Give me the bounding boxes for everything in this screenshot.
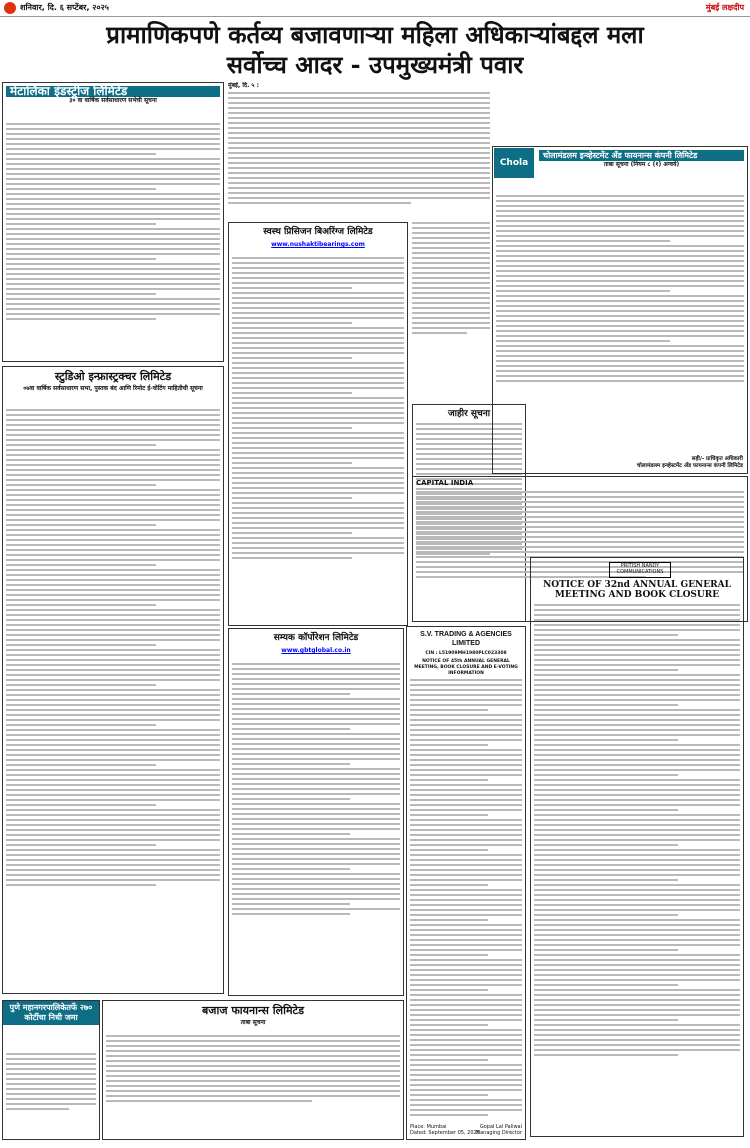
bajaj-title: बजाज फायनान्स लिमिटेड (202, 1004, 304, 1017)
pune-headline: पुणे महानगरपालिकेतर्फे २७० कोटींचा निधी जमा (3, 1001, 99, 1025)
chola-body (496, 195, 744, 385)
swastik-title: स्वस्थ प्रिसिजन बिअरिंग्ज लिमिटेड (263, 227, 373, 237)
swastik-body (232, 257, 404, 562)
bajaj-ad (102, 1000, 404, 1140)
studio-body (6, 409, 220, 889)
pritish-nandy-notice (530, 557, 744, 1137)
sv-trading-title: S.V. TRADING & AGENCIES LIMITED (420, 631, 512, 647)
page-headline (0, 20, 750, 80)
sv-trading-subtitle: NOTICE OF 45th ANNUAL GENERAL MEETING, BOOK CLOSURE AND E-VOTING INFORMATION (414, 659, 518, 676)
article-text (228, 82, 490, 222)
pritish-nandy-logo: PRITISH NANDY COMMUNICATIONS (609, 562, 671, 578)
pune-body (6, 1053, 96, 1113)
public-notice-title: जाहीर सूचना (447, 409, 491, 419)
article-dateline: मुंबई, दि. ५ : (228, 82, 260, 89)
bajaj-body (106, 1035, 400, 1105)
sv-trading-place: Place: Mumbai (410, 1124, 447, 1130)
newspaper-logo-icon (4, 2, 16, 14)
studio-subtitle: ०७वा वार्षिक सर्वसाधारण सभा, पुस्तक बंद आणि रिमोट ई-वोटिंग माहितीची सूचना (23, 385, 203, 392)
sv-trading-signer-role: Managing Director (475, 1130, 522, 1136)
studio-ad (2, 366, 224, 994)
chola-company-short: चोलामंडलम इन्व्हेस्टमेंट अँड फायनान्स कंपनी लिमिटेड (636, 463, 743, 469)
sanmyak-title: सम्यक कॉर्पोरेशन लिमिटेड (273, 633, 359, 643)
sanmyak-ad (228, 628, 404, 996)
headline-line-2: सर्वोच्च आदर - उपमुख्यमंत्री पवार (226, 50, 524, 79)
chola-logo: Chola (494, 148, 534, 178)
swastik-ad (228, 222, 408, 626)
swastik-url: www.nushaktibearings.com (271, 241, 365, 248)
sv-trading-footer-right (476, 1124, 522, 1136)
sv-trading-date: Dated: September 05, 2025 (410, 1130, 480, 1136)
issue-date: शनिवार, दि. ६ सप्टेंबर, २०२५ (20, 3, 109, 12)
metalica-subtitle: ३० वा वार्षिक सर्वसाधारण सभेची सूचना (69, 97, 157, 104)
pune-news-box (2, 1000, 100, 1140)
metalica-body (6, 123, 220, 323)
capital-logo: CAPITAL INDIA (416, 479, 474, 487)
chola-ad (492, 146, 748, 474)
bajaj-subtitle: ताबा सूचना (240, 1019, 266, 1026)
metalica-ad (2, 82, 224, 362)
pritish-nandy-title: NOTICE OF 32nd ANNUAL GENERAL MEETING AND BOOK CLOSURE (543, 580, 731, 600)
studio-title: स्टुडिओ इन्फ्रास्ट्रक्चर लिमिटेड (54, 370, 172, 383)
metalica-title: मेटालिका इंडस्ट्रीज लिमिटेड (6, 86, 220, 97)
sanmyak-url: www.gbtglobal.co.in (281, 647, 351, 654)
sv-trading-signer: Gopal Lal Paliwal (479, 1124, 522, 1130)
chola-signatory: सही/- प्राधिकृत अधिकारी (691, 456, 743, 462)
pritish-nandy-body (534, 604, 740, 1059)
headline-line-1: प्रामाणिकपणे कर्तव्य बजावणाऱ्या महिला अधिकाऱ्यांबद्दल मला (106, 20, 644, 49)
chola-title: चोलामंडलम इन्व्हेस्टमेंट अँड फायनान्स कंपनी लिमिटेड (539, 150, 744, 161)
sv-trading-ad (406, 626, 526, 1140)
sv-trading-footer-left (410, 1124, 480, 1136)
sv-trading-cin: CIN : L51909MH1980PLC023308 (425, 651, 507, 656)
article-continued (412, 222, 490, 402)
chola-subtitle: ताबा सूचना (नियम ८ (१) अन्वये) (603, 161, 680, 168)
masthead-bar (0, 0, 750, 17)
newspaper-name: मुंबई लक्षदीप (705, 3, 744, 12)
sanmyak-body (232, 663, 400, 918)
sv-trading-body (410, 679, 522, 1119)
